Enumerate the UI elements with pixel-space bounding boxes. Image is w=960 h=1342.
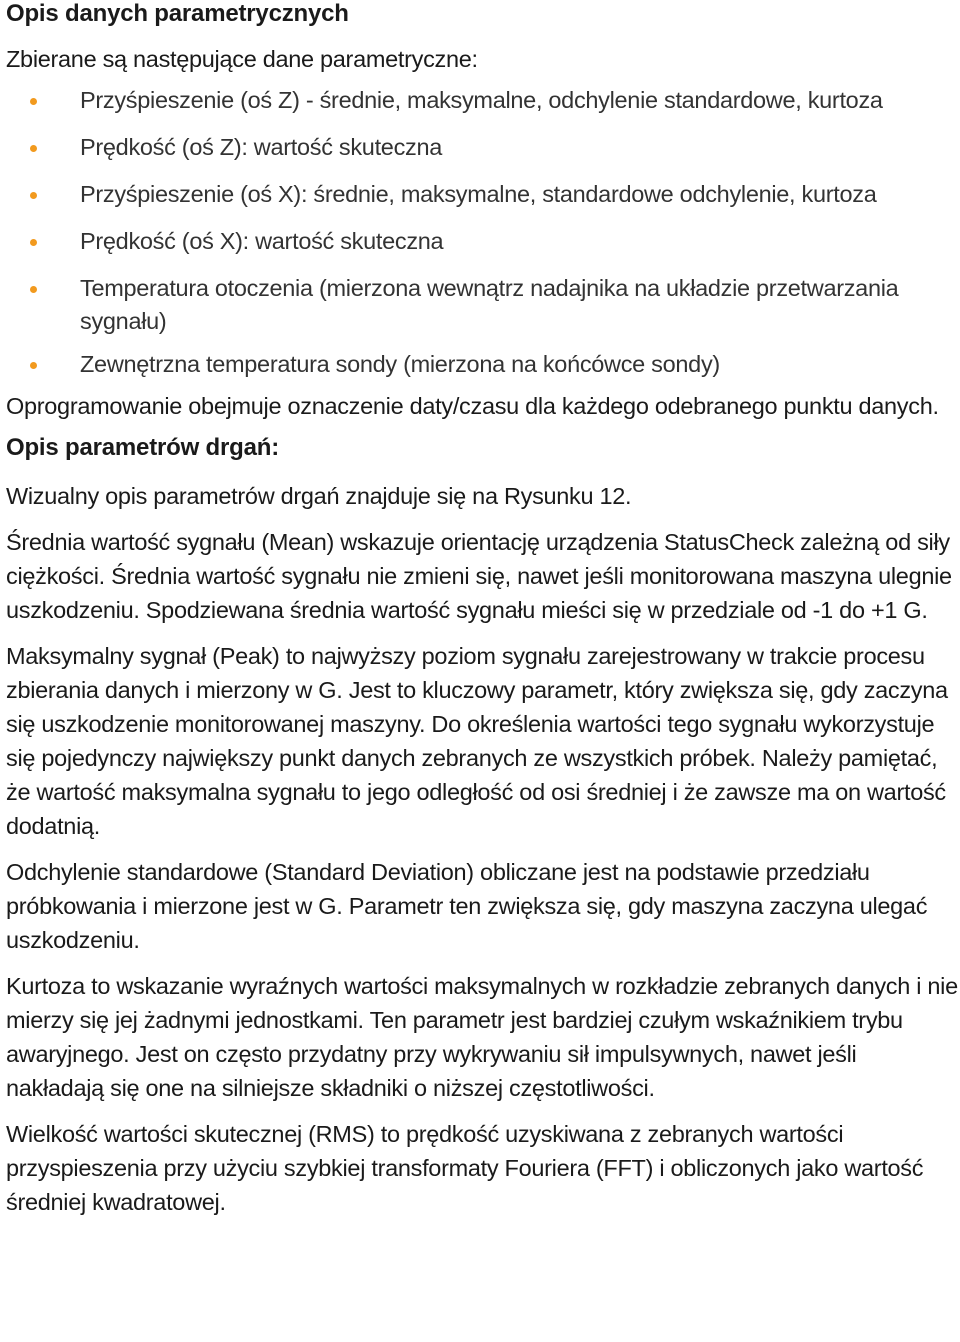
parameter-list — [6, 84, 960, 381]
paragraph-std-dev: Odchylenie standardowe (Standard Deviation) obliczane jest na podstawie przedziału próbkowania i mierzone jest w G. Parametr ten zwiększa się, gdy maszyna zaczyna ulegać uszkodzeniu. — [6, 859, 928, 953]
list-item: Prędkość (oś Z): wartość skuteczna — [6, 131, 960, 164]
section-title: Opis parametrów drgań: — [6, 434, 279, 461]
intro-text: Zbierane są następujące dane parametryczne: — [6, 46, 478, 72]
bullet-icon — [30, 98, 37, 105]
bullet-icon — [30, 286, 37, 293]
list-item: Przyśpieszenie (oś Z) - średnie, maksymalne, odchylenie standardowe, kurtoza — [6, 84, 960, 117]
paragraph-rms: Wielkość wartości skutecznej (RMS) to prędkość uzyskiwana z zebranych wartości przyspieszenia przy użyciu szybkiej transformaty Fouriera (FFT) i obliczonych jako wartość średniej kwadratowej. — [6, 1121, 924, 1215]
list-item: Zewnętrzna temperatura sondy (mierzona na końcówce sondy) — [6, 348, 960, 381]
paragraph-mean: Średnia wartość sygnału (Mean) wskazuje orientację urządzenia StatusCheck zależną od siły ciężkości. Średnia wartość sygnału nie zmieni się, nawet jeśli monitorowana maszyna ulegnie uszkodzeniu. Spodziewana średnia wartość sygnału mieści się w przedziale od -1 do +1 G. — [6, 529, 952, 623]
paragraph-peak: Maksymalny sygnał (Peak) to najwyższy poziom sygnału zarejestrowany w trakcie procesu zbierania danych i mierzony w G. Jest to kluczowy parametr, który zwiększa się, gdy zaczyna się uszkodzenie monitorowanej maszyny. Do określenia wartości tego sygnału wykorzystuje się pojedynczy największy punkt danych zebranych ze wszystkich próbek. Należy pamiętać, że wartość maksymalna sygnału to jego odległość od osi średniej i że zawsze ma on wartość dodatnią. — [6, 643, 948, 839]
list-item: Prędkość (oś X): wartość skuteczna — [6, 225, 960, 258]
page-title: Opis danych parametrycznych — [6, 0, 349, 27]
bullet-icon — [30, 362, 37, 369]
bullet-icon — [30, 145, 37, 152]
paragraph-kurtosis: Kurtoza to wskazanie wyraźnych wartości maksymalnych w rozkładzie zebranych danych i nie mierzy się jej żadnymi jednostkami. Ten parametr jest bardziej czułym wskaźnikiem trybu awaryjnego. Jest on często przydatny przy wykrywaniu sił impulsywnych, nawet jeśli nakładają się one na silniejsze składniki o niższej częstotliwości. — [6, 973, 958, 1101]
software-note: Oprogramowanie obejmuje oznaczenie daty/czasu dla każdego odebranego punktu danych. — [6, 393, 939, 419]
list-item: Temperatura otoczenia (mierzona wewnątrz nadajnika na układzie przetwarzania sygnału) — [6, 272, 960, 338]
paragraph-figure-ref: Wizualny opis parametrów drgań znajduje się na Rysunku 12. — [6, 483, 632, 509]
list-item: Przyśpieszenie (oś X): średnie, maksymalne, standardowe odchylenie, kurtoza — [6, 178, 960, 211]
bullet-icon — [30, 192, 37, 199]
bullet-icon — [30, 239, 37, 246]
